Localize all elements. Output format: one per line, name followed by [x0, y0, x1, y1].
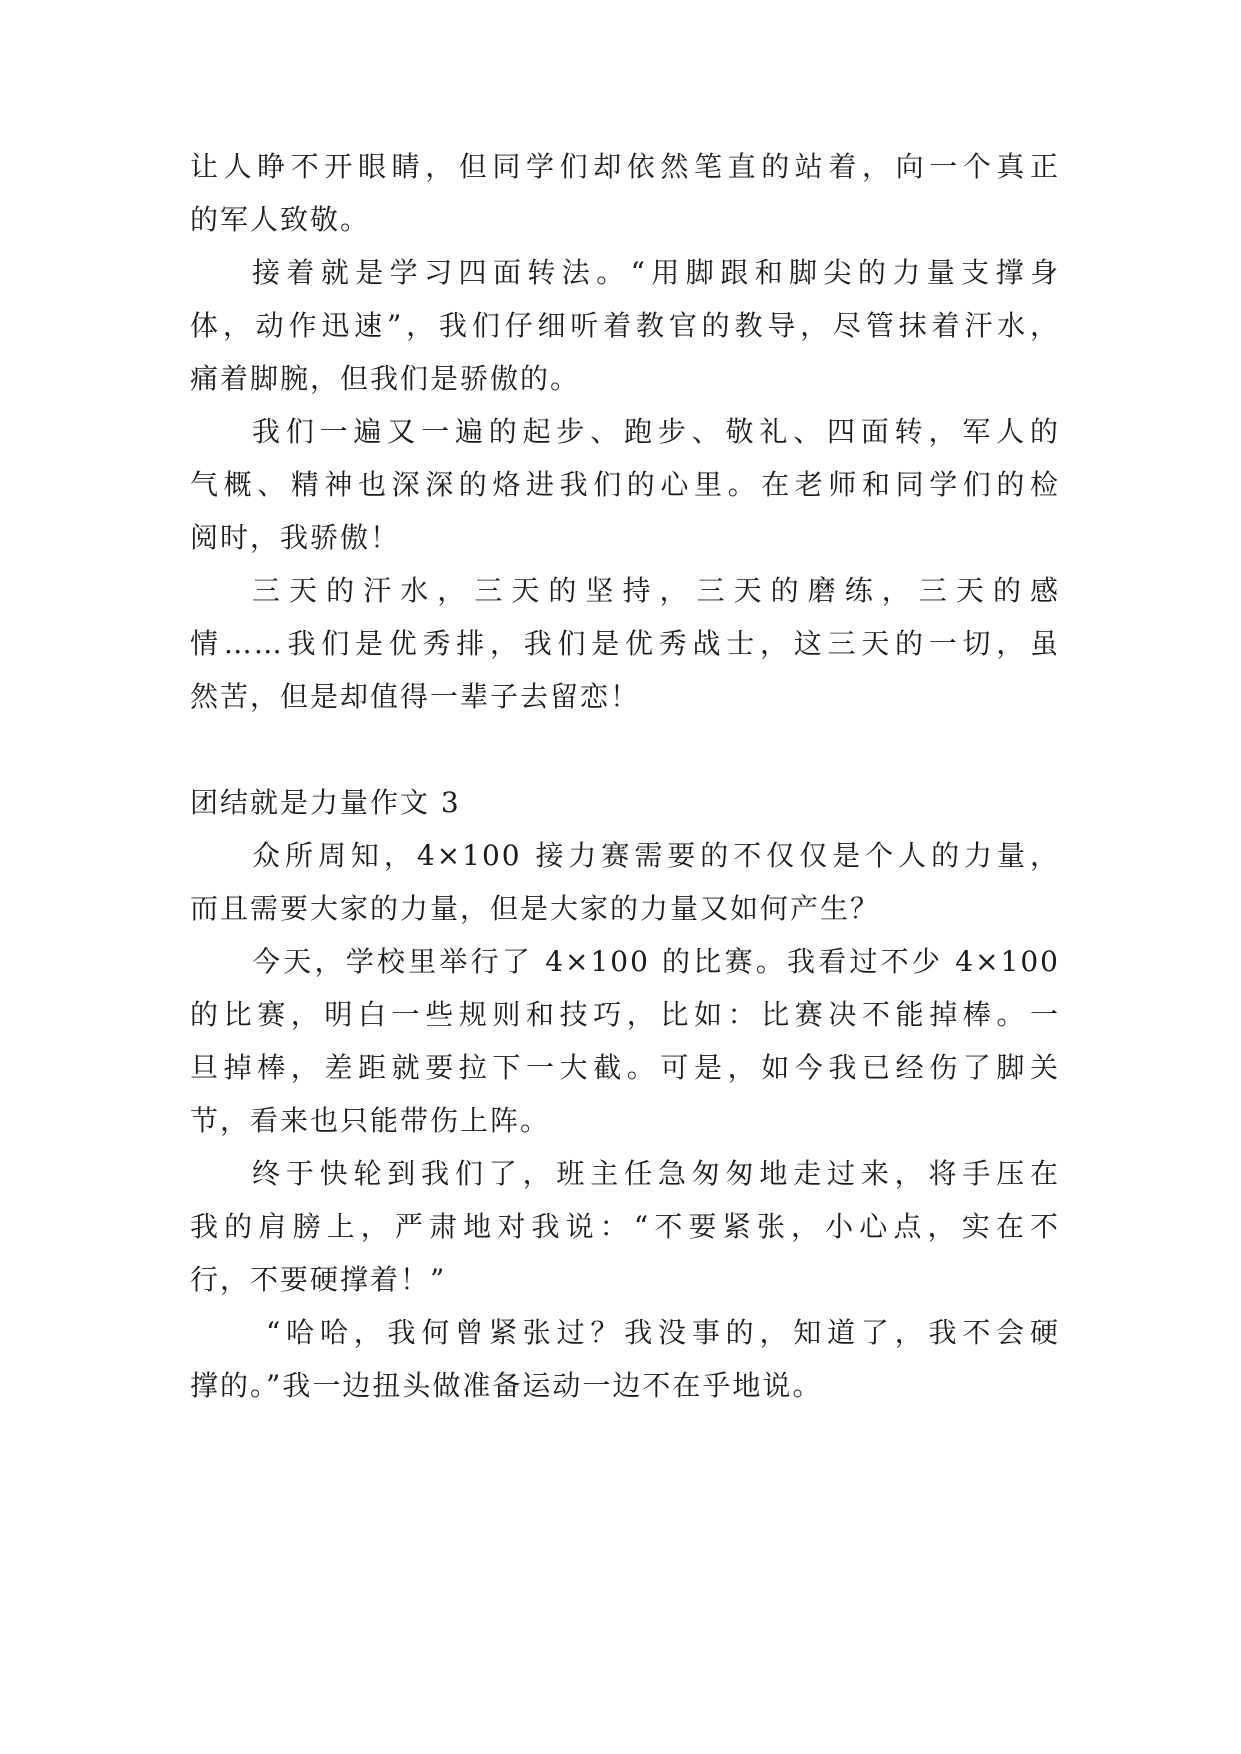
paragraph-line: 撑的。”我一边扭头做准备运动一边不在乎地说。	[190, 1369, 823, 1402]
paragraph-line: 气概、精神也深深的烙进我们的心里。在老师和同学们的检	[190, 468, 1060, 501]
paragraph-line: 我的肩膀上，严肃地对我说：“不要紧张，小心点，实在不	[190, 1210, 1060, 1243]
paragraph-line: 旦掉棒，差距就要拉下一大截。可是，如今我已经伤了脚关	[190, 1051, 1060, 1084]
paragraph-line: 而且需要大家的力量，但是大家的力量又如何产生？	[190, 892, 881, 925]
paragraph-line: 体，动作迅速”，我们仔细听着教官的教导，尽管抹着汗水，	[190, 309, 1060, 342]
paragraph-line: 让人睁不开眼睛，但同学们却依然笔直的站着，向一个真正	[190, 150, 1060, 183]
paragraph-line: 今天，学校里举行了 4×100 的比赛。我看过不少 4×100	[252, 945, 1060, 978]
paragraph-line: 痛着脚腕，但我们是骄傲的。	[190, 362, 581, 395]
paragraph-line: 的军人致敬。	[190, 203, 371, 236]
paragraph-line: 然苦，但是却值得一辈子去留恋！	[190, 680, 641, 713]
paragraph-line: 三天的汗水，三天的坚持，三天的磨练，三天的感	[252, 574, 1060, 607]
paragraph-line: 行，不要硬撑着！”	[190, 1263, 447, 1296]
paragraph-line: 节，看来也只能带伤上阵。	[190, 1104, 551, 1137]
paragraph-line: 情……我们是优秀排，我们是优秀战士，这三天的一切，虽	[190, 627, 1060, 660]
paragraph-line: 终于快轮到我们了，班主任急匆匆地走过来，将手压在	[252, 1157, 1060, 1190]
section-heading: 团结就是力量作文 3	[190, 786, 461, 819]
paragraph-line: 接着就是学习四面转法。“用脚跟和脚尖的力量支撑身	[252, 256, 1060, 289]
paragraph-line: 众所周知，4×100 接力赛需要的不仅仅是个人的力量，	[252, 839, 1060, 872]
paragraph-line: 的比赛，明白一些规则和技巧，比如：比赛决不能掉棒。一	[190, 998, 1060, 1031]
paragraph-line: 阅时，我骄傲！	[190, 521, 401, 554]
paragraph-line: 我们一遍又一遍的起步、跑步、敬礼、四面转，军人的	[252, 415, 1060, 448]
paragraph-line: “哈哈，我何曾紧张过？我没事的，知道了，我不会硬	[266, 1316, 1060, 1349]
